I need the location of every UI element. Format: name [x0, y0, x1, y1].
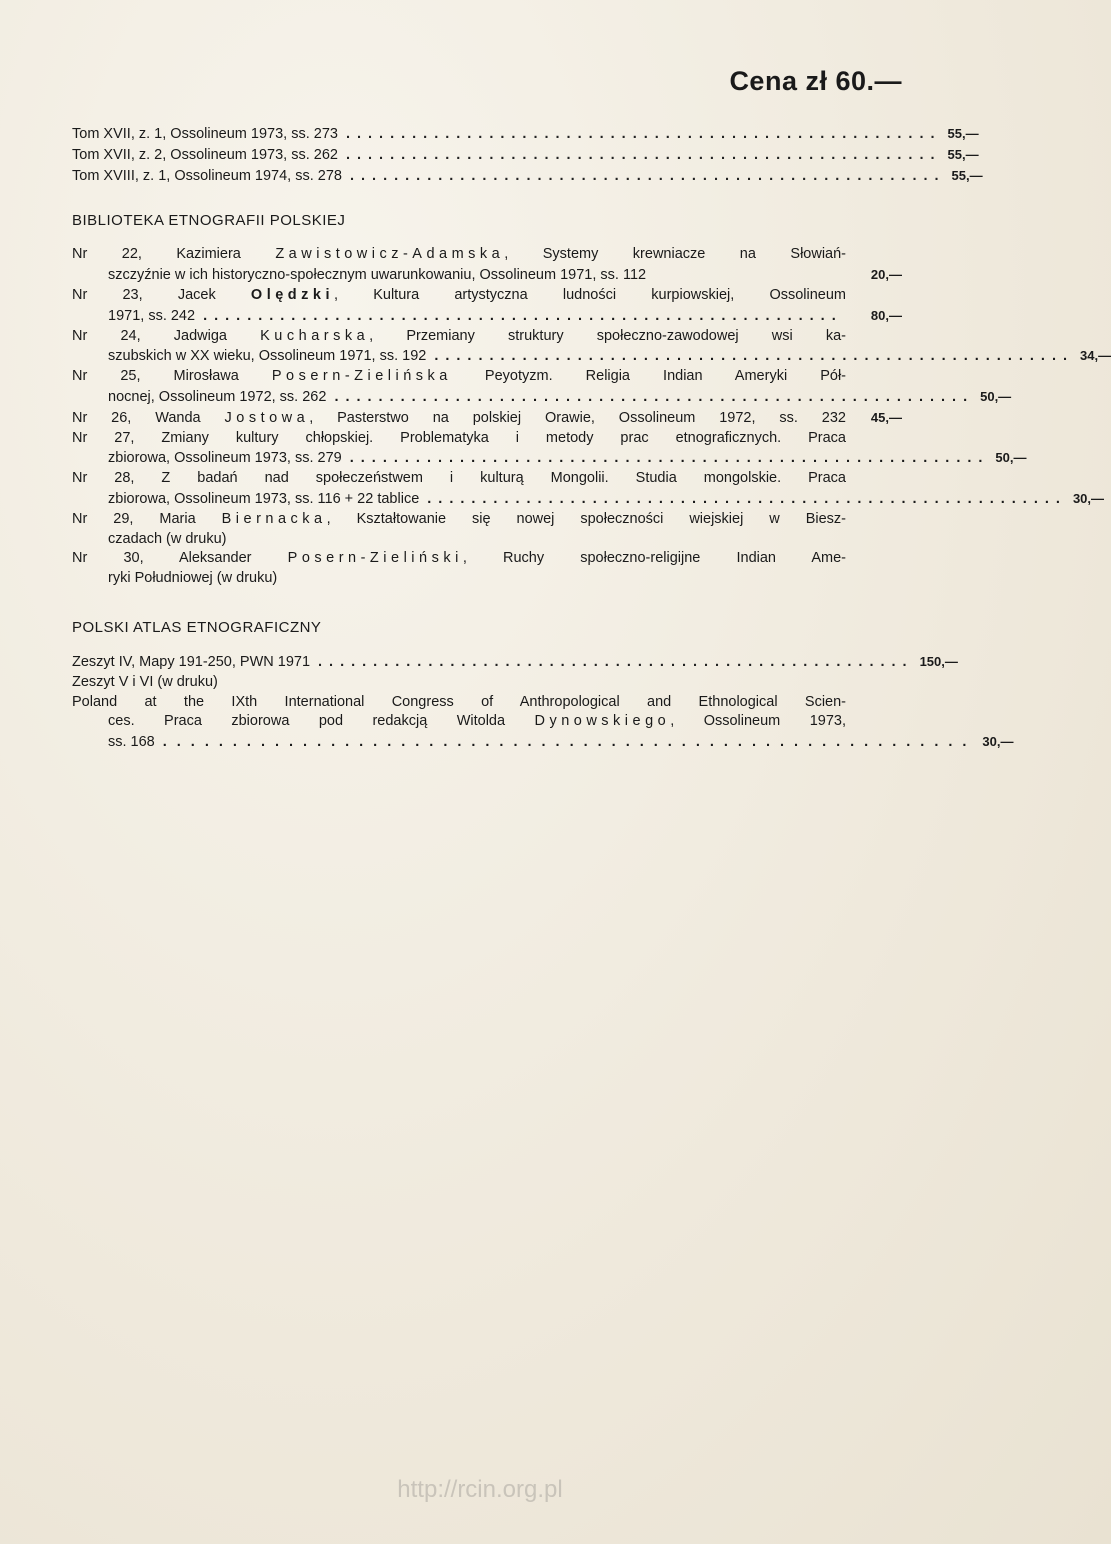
atlas-row [72, 673, 902, 693]
entry-price: 20,— [870, 267, 902, 283]
entry-text: Nr 27, Zmiany kultury chłopskiej. Problematyka i metody prac etnograficznych. Praca [72, 429, 846, 446]
entry-text: Nr 26, Wanda [72, 409, 225, 426]
entry-text: szczyźnie w ich historyczno-społecznym uwarunkowaniu, Ossolineum 1971, ss. 112 [108, 267, 647, 284]
entry-text: ss. 168 [108, 734, 155, 751]
entry-text: Nr 25, Mirosława [72, 368, 272, 385]
entry-price: 30,— [982, 734, 1014, 750]
section-title-biblioteka: BIBLIOTEKA ETNOGRAFII POLSKIEJ [72, 212, 346, 230]
section-title-atlas: POLSKI ATLAS ETNOGRAFICZNY [72, 618, 322, 636]
entry-text: , Kształtowanie się nowej społeczności wiejskiej w Biesz- [326, 510, 846, 527]
entry-text: , Pasterstwo na polskiej Orawie, Ossolineum 1972, ss. 232 [309, 409, 846, 426]
leader-dots: ...................................................... [345, 146, 942, 163]
catalog-entry [72, 510, 902, 550]
entry-text: zbiorowa, Ossolineum 1973, ss. 279 [108, 450, 342, 467]
volume-price: 55,— [947, 146, 979, 162]
author-name: Zawistowicz-Adamska [275, 246, 505, 263]
entry-price: 50,— [995, 450, 1027, 466]
entry-text: Poland at the IXth International Congress of Anthropological and Ethnological Scien- [72, 693, 846, 710]
author-name: Posern-Zielińska [271, 368, 452, 385]
entry-text: Peyotyzm. Religia Indian Ameryki Pół- [451, 368, 846, 385]
price-label: Cena zł 60.— [729, 66, 902, 96]
author-name: Posern-Zieliński [287, 550, 463, 567]
entry-text: , Systemy krewniacze na Słowiań- [504, 246, 846, 263]
catalog-entry [72, 549, 902, 589]
volume-text: Tom XVII, z. 1, Ossolineum 1973, ss. 273 [72, 126, 338, 142]
leader-dots: ...................................................... [345, 126, 942, 142]
entry-price: 80,— [870, 307, 902, 323]
catalog-entry [72, 693, 1014, 753]
volume-row [72, 145, 979, 166]
catalog-entry [72, 245, 902, 286]
entry-text: Nr 24, Jadwiga [72, 327, 261, 344]
entry-text: Nr 28, Z badań nad społeczeństwem i kulturą Mongolii. Studia mongolskie. Praca [72, 470, 846, 487]
entry-text: , Ossolineum 1973, [670, 713, 846, 730]
leader-dots: ...................................................... [318, 653, 914, 670]
author-name: Olędzki [250, 286, 334, 303]
entry-price: 150,— [919, 653, 958, 669]
volumes-list [72, 124, 983, 186]
entry-text: nocnej, Ossolineum 1972, ss. 262 [108, 388, 327, 405]
entry-text: ces. Praca zbiorowa pod redakcją Witolda [108, 713, 535, 730]
catalog-content [72, 124, 1111, 753]
volume-text: Tom XVIII, z. 1, Ossolineum 1974, ss. 278 [72, 167, 342, 184]
entry-text: czadach (w druku) [108, 530, 227, 547]
leader-dots: ...................................................... [350, 167, 946, 184]
watermark-url: http://rcin.org.pl [397, 1476, 563, 1503]
author-name: Jostowa [224, 409, 310, 426]
catalog-entry [72, 469, 1105, 510]
atlas-entries [72, 652, 1014, 753]
catalog-entry [72, 367, 1012, 408]
catalog-entry [72, 327, 1111, 368]
entry-text: 1971, ss. 242 [108, 307, 196, 324]
entry-text: Zeszyt V i VI (w druku) [72, 673, 218, 690]
volume-row [72, 166, 983, 187]
atlas-row [72, 652, 958, 673]
volume-price: 55,— [951, 167, 983, 183]
leader-dots: .......................................................... [203, 307, 843, 324]
leader-dots: .......................................................... [349, 450, 990, 467]
catalog-entry [72, 408, 902, 429]
entry-text: Zeszyt IV, Mapy 191-250, PWN 1971 [72, 653, 311, 670]
entry-price: 50,— [980, 388, 1012, 404]
leader-dots: .......................................................... [434, 348, 1075, 365]
entry-text: Nr 29, Maria [72, 510, 222, 527]
entry-text: Nr 30, Aleksander [72, 550, 288, 567]
entry-text: Nr 22, Kazimiera [72, 246, 276, 263]
leader-dots: .......................................................... [334, 388, 975, 405]
entry-text: zbiorowa, Ossolineum 1973, ss. 116 + 22 tablice [108, 490, 420, 507]
entry-price: 34,— [1080, 348, 1111, 364]
volume-price: 55,— [947, 126, 979, 141]
entry-text: ryki Południowej (w druku) [108, 570, 278, 587]
entry-text: szubskich w XX wieku, Ossolineum 1971, ss. 192 [108, 348, 427, 365]
entry-price: 30,— [1072, 490, 1105, 506]
entry-text: , Kultura artystyczna ludności kurpiowskiej, Ossolineum [334, 286, 847, 303]
author-name: Kucharska [260, 327, 370, 344]
catalog-entry [72, 429, 1027, 470]
entry-text: , Ruchy społeczno-religijne Indian Ame- [462, 550, 846, 567]
leader-dots: .......................................................... [162, 734, 977, 751]
volume-text: Tom XVII, z. 2, Ossolineum 1973, ss. 262 [72, 146, 338, 163]
author-name: Dynowskiego [534, 713, 671, 730]
catalog-entry [72, 286, 902, 327]
author-name: Biernacka [221, 510, 327, 527]
volume-row [72, 124, 979, 145]
entry-price: 45,— [870, 409, 902, 425]
leader-dots: .......................................................... [427, 490, 1067, 507]
entry-text: Nr 23, Jacek [72, 286, 251, 303]
biblioteka-entries [72, 245, 1111, 589]
entry-text: , Przemiany struktury społeczno-zawodowej wsi ka- [369, 327, 846, 344]
